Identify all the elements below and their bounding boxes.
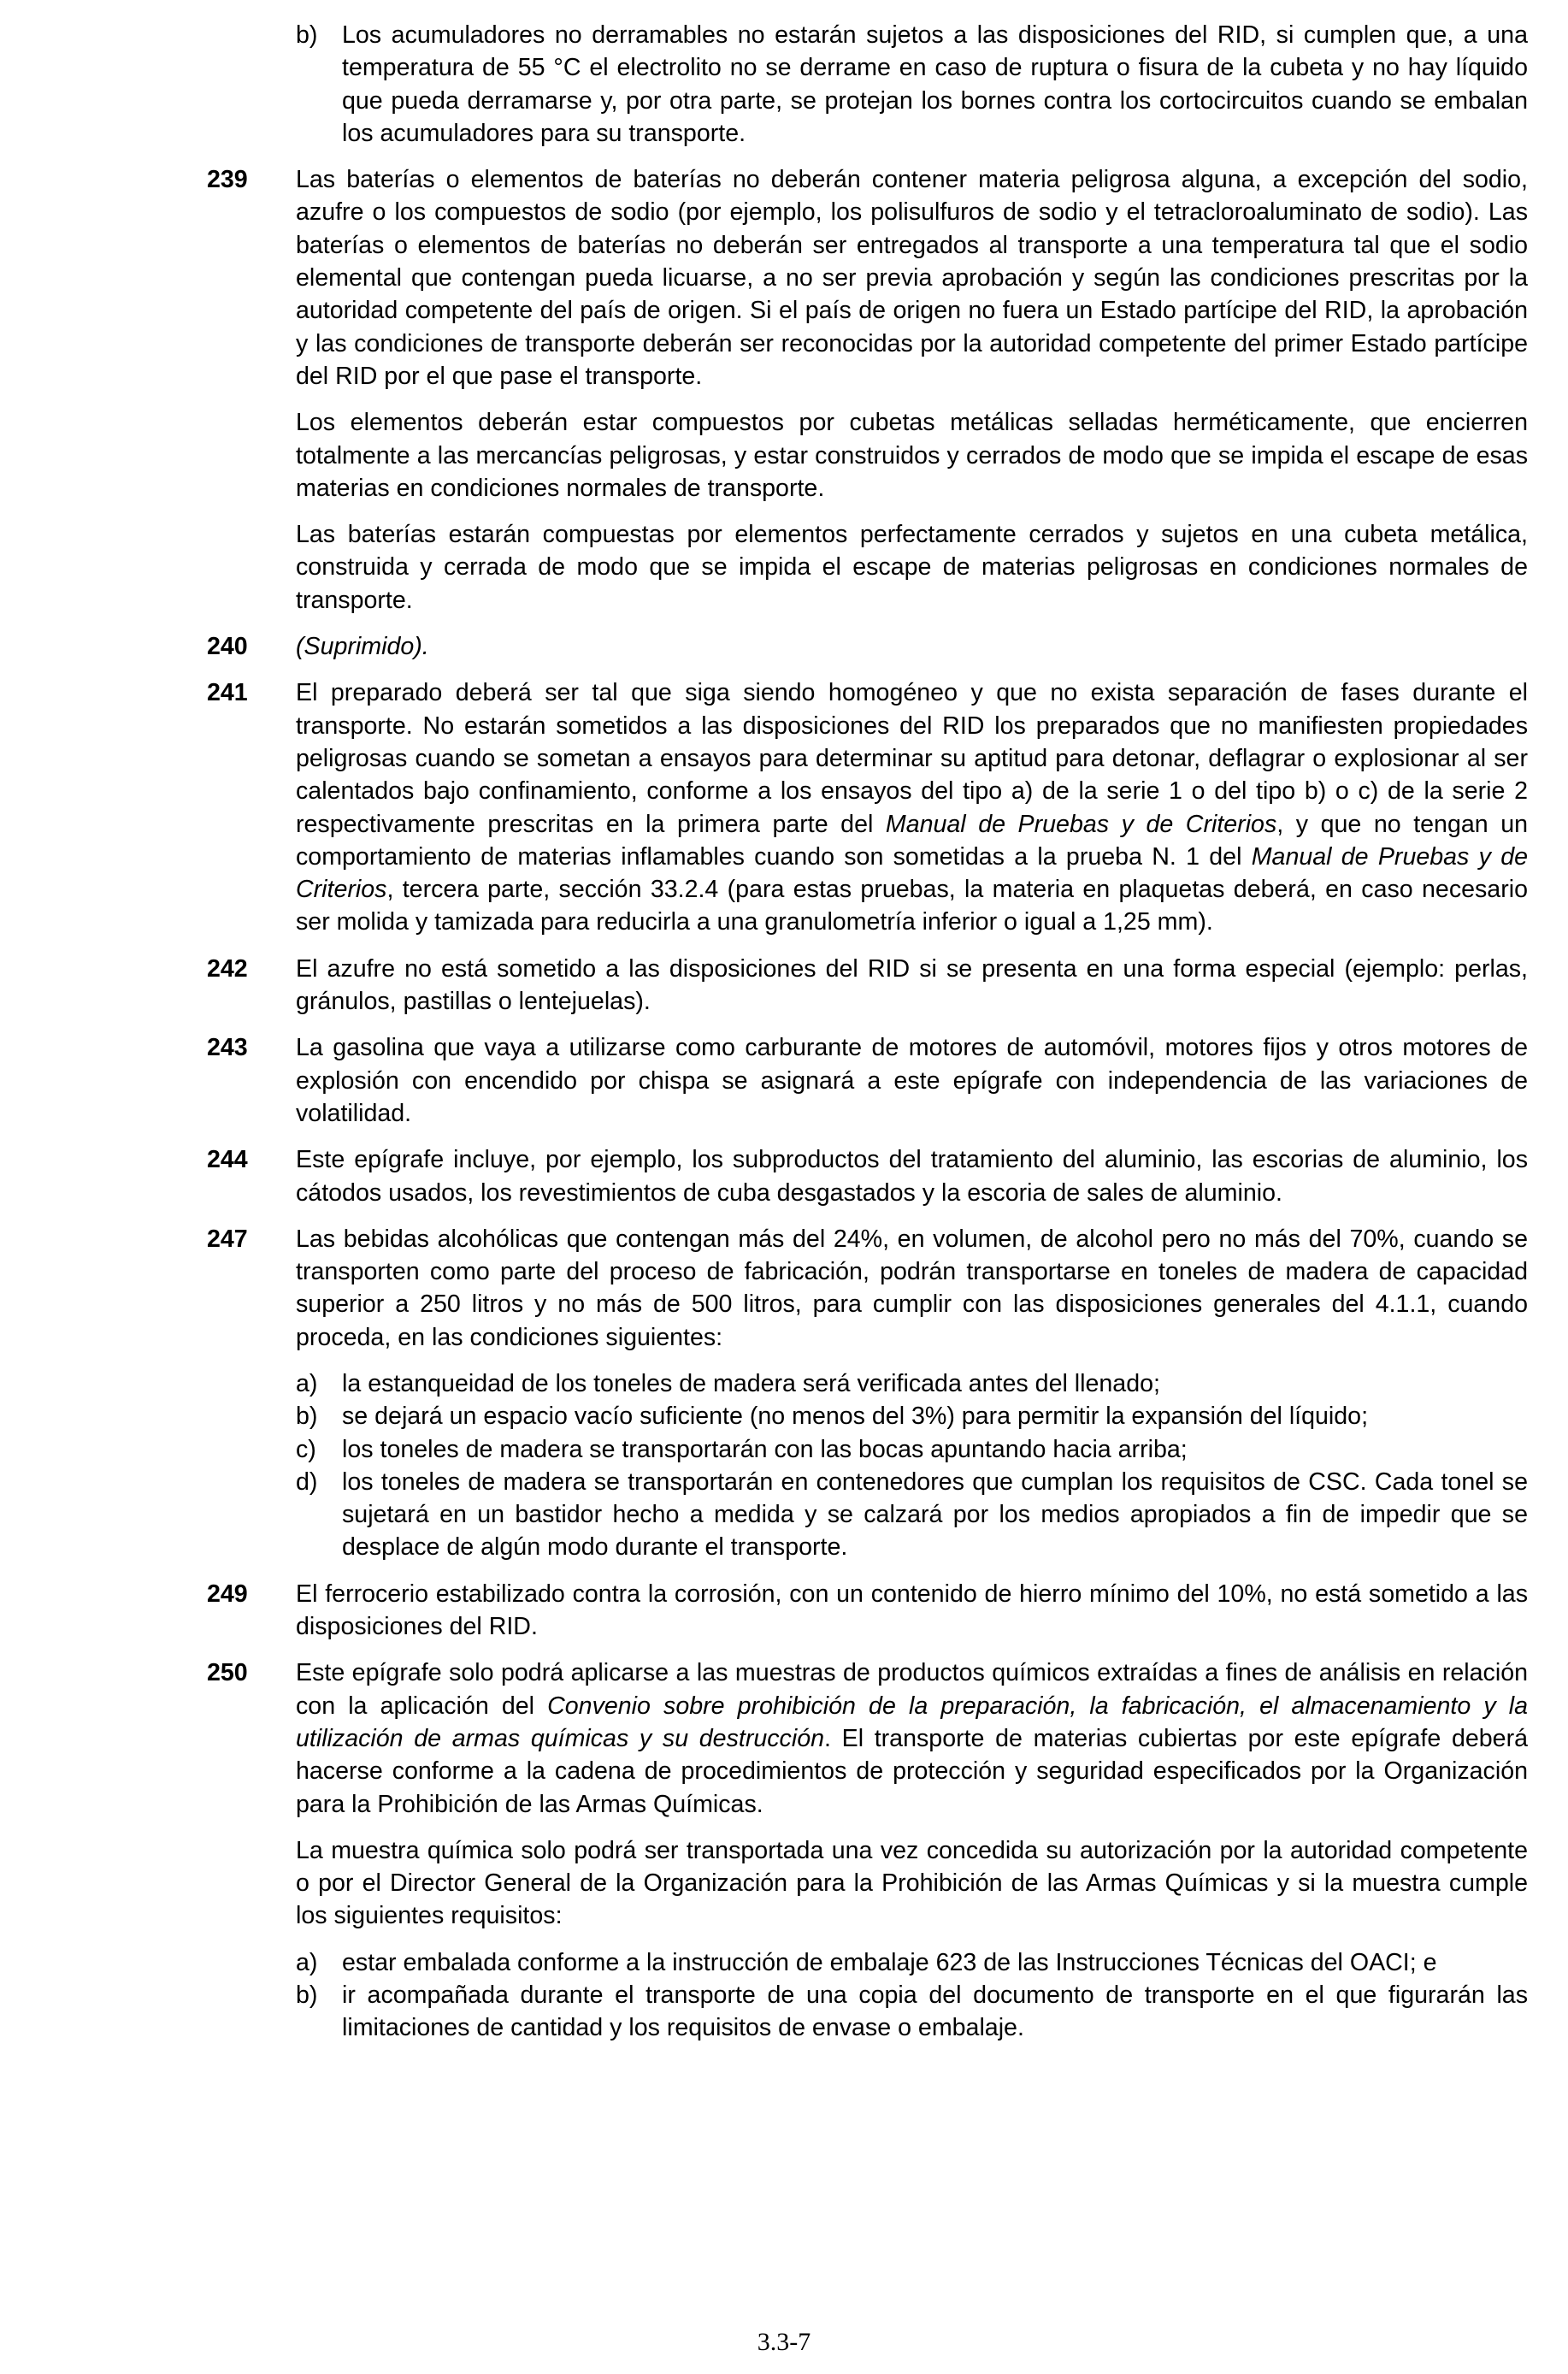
- list-item: [296, 1946, 1528, 1979]
- provision-241: [207, 676, 1528, 938]
- provision-250: [207, 1656, 1528, 2044]
- italic-text: Convenio sobre prohibición de la preparación, la fabricación, el almacenamiento y la utilización de armas químicas y su destrucción: [296, 1692, 1528, 1752]
- provision-239: [207, 163, 1528, 617]
- provision-244: [207, 1143, 1528, 1209]
- list-item: [296, 1433, 1528, 1466]
- list-item: [296, 1367, 1528, 1400]
- text-run: Este epígrafe solo podrá aplicarse a las muestras de productos químicos extraídas a fines de análisis en relación con la aplicación del: [296, 1659, 1528, 1720]
- provision-paragraph: Las baterías o elementos de baterías no deberán contener materia peligrosa alguna, a excepción del sodio, azufre o los compuestos de sodio (por ejemplo, los polisulfuros de sodio y el tetracloroaluminato de sodio). Las baterías o elementos de baterías no deberán ser entregados al transporte a una temperatura tal que el sodio elemental que contengan pueda licuarse, a no ser previa aprobación y según las condiciones prescritas por la autoridad competente del país de origen. Si el país de origen no fuera un Estado partícipe del RID, la aprobación y las condiciones de transporte deberán ser reconocidas por la autoridad competente del primer Estado partícipe del RID por el que pase el transporte.: [296, 166, 1528, 390]
- provision-paragraph: La muestra química solo podrá ser transportada una vez concedida su autorización por la autoridad competente o por el Director General de la Organización para la Prohibición de las Armas Químicas y si la muestra cumple los siguientes requisitos:: [296, 1836, 1528, 1930]
- text-run: . El transporte de materias cubiertas por este epígrafe deberá hacerse conforme a la cadena de procedimientos de protección y seguridad especificados por la Organización para la Prohibición de las Armas Químicas.: [296, 1724, 1528, 1818]
- provision-number: 240: [207, 633, 248, 661]
- list-marker: a): [296, 1369, 318, 1397]
- list-marker: d): [296, 1468, 318, 1496]
- provision-number: 241: [207, 679, 248, 707]
- provision-paragraph: Los elementos deberán estar compuestos por cubetas metálicas selladas herméticamente, que encierren totalmente a las mercancías peligrosas, y estar construidos y cerrados de modo que se impida el escape de esas materias en condiciones normales de transporte.: [296, 409, 1528, 502]
- list-item: [296, 1466, 1528, 1564]
- provision-body: [296, 1143, 1528, 1209]
- conditions-list: [296, 1946, 1528, 2045]
- lead-list-item: [296, 19, 1528, 150]
- provision-number: 243: [207, 1034, 248, 1062]
- provision-number: 242: [207, 954, 248, 983]
- italic-text: (Suprimido).: [296, 633, 429, 661]
- italic-text: Manual de Pruebas y de Criterios: [885, 810, 1277, 838]
- provision-number: 249: [207, 1580, 248, 1608]
- provision-number: 250: [207, 1659, 248, 1687]
- list-marker: b): [296, 1403, 318, 1431]
- text-run: , y que no tengan un comportamiento de materias inflamables cuando son sometidas a la prueba N. 1 del: [296, 810, 1528, 871]
- italic-text: Manual de Pruebas y de Criterios: [296, 842, 1528, 904]
- provision-number: 244: [207, 1146, 248, 1174]
- text-run: , tercera parte, sección 33.2.4 (para estas pruebas, la materia en plaquetas deberá, en caso necesario ser molida y tamizada para reducirla a una granulometría inferior o igual a 1,25 mm).: [296, 876, 1528, 936]
- provision-number: 239: [207, 166, 248, 194]
- provision-body: [296, 630, 1528, 663]
- list-item-text: la estanqueidad de los toneles de madera será verificada antes del llenado;: [342, 1369, 1160, 1397]
- provision-paragraph: Este epígrafe incluye, por ejemplo, los subproductos del tratamiento del aluminio, las escorias de aluminio, los cátodos usados, los revestimientos de cuba desgastados y la escoria de sales de aluminio.: [296, 1146, 1528, 1207]
- list-marker: c): [296, 1435, 316, 1463]
- provision-body: [296, 1031, 1528, 1130]
- provision-paragraph: [296, 630, 1528, 663]
- list-item-text: se dejará un espacio vacío suficiente (no menos del 3%) para permitir la expansión del líquido;: [342, 1403, 1369, 1431]
- provision-247: [207, 1223, 1528, 1564]
- provision-body: [296, 1223, 1528, 1564]
- page-number: 3.3-7: [757, 2328, 811, 2356]
- special-provisions-list: [207, 163, 1528, 2044]
- page-content: [207, 19, 1528, 2058]
- conditions-list: [296, 1367, 1528, 1564]
- list-item: [296, 1979, 1528, 2045]
- provision-249: [207, 1578, 1528, 1644]
- list-marker: a): [296, 1948, 318, 1976]
- list-item-text: ir acompañada durante el transporte de una copia del documento de transporte en el que figurarán las limitaciones de cantidad y los requisitos de envase o embalaje.: [342, 1981, 1528, 2042]
- provision-body: [296, 676, 1528, 938]
- provision-243: [207, 1031, 1528, 1130]
- provision-242: [207, 953, 1528, 1019]
- provision-body: [296, 1656, 1528, 2044]
- text-run: El preparado deberá ser tal que siga siendo homogéneo y que no exista separación de fases durante el transporte. No estarán sometidos a las disposiciones del RID los preparados que no manifiesten propiedades peligrosas cuando se sometan a ensayos para determinar su aptitud para detonar, deflagrar o explosionar al ser calentados bajo confinamiento, conforme a los ensayos del tipo a) de la serie 1 o del tipo b) o c) de la serie 2 respectivamente prescritas en la primera parte del: [296, 679, 1528, 838]
- provision-body: [296, 163, 1528, 617]
- provision-paragraph: El azufre no está sometido a las disposiciones del RID si se presenta en una forma especial (ejemplo: perlas, gránulos, pastillas o lentejuelas).: [296, 954, 1528, 1016]
- provision-body: [296, 953, 1528, 1019]
- list-item-text: estar embalada conforme a la instrucción de embalaje 623 de las Instrucciones Técnicas del OACI; e: [342, 1948, 1437, 1976]
- list-item-text: los toneles de madera se transportarán en contenedores que cumplan los requisitos de CSC. Cada tonel se sujetará en un bastidor hecho a medida y se calzará por los medios apropiados a fin de impedir que se desplace de algún modo durante el transporte.: [342, 1468, 1528, 1562]
- list-item-text: los toneles de madera se transportarán con las bocas apuntando hacia arriba;: [342, 1435, 1188, 1463]
- list-marker: b): [296, 1981, 318, 2010]
- provision-240: [207, 630, 1528, 663]
- provision-paragraph: El ferrocerio estabilizado contra la corrosión, con un contenido de hierro mínimo del 10%, no está sometido a las disposiciones del RID.: [296, 1580, 1528, 1641]
- provision-paragraph: [296, 1656, 1528, 1820]
- provision-number: 247: [207, 1225, 248, 1253]
- list-marker: b): [296, 21, 318, 49]
- provision-paragraph: Las bebidas alcohólicas que contengan más del 24%, en volumen, de alcohol pero no más del 70%, cuando se transporten como parte del proceso de fabricación, podrán transportarse en toneles de madera de capacidad superior a 250 litros y no más de 500 litros, para cumplir con las disposiciones generales del 4.1.1, cuando proceda, en las condiciones siguientes:: [296, 1225, 1528, 1351]
- list-item-text: Los acumuladores no derramables no estarán sujetos a las disposiciones del RID, si cumplen que, a una temperatura de 55 °C el electrolito no se derrame en caso de ruptura o fisura de la cubeta y no hay líquido que pueda derramarse y, por otra parte, se protejan los bornes contra los cortocircuitos cuando se embalan los acumuladores para su transporte.: [342, 21, 1528, 147]
- list-item: [296, 1400, 1528, 1432]
- provision-paragraph: [296, 676, 1528, 938]
- provision-paragraph: La gasolina que vaya a utilizarse como carburante de motores de automóvil, motores fijos y otros motores de explosión con encendido por chispa se asignará a este epígrafe con independencia de las variaciones de volatilidad.: [296, 1034, 1528, 1127]
- provision-paragraph: Las baterías estarán compuestas por elementos perfectamente cerrados y sujetos en una cubeta metálica, construida y cerrada de modo que se impida el escape de materias peligrosas en condiciones normales de transporte.: [296, 521, 1528, 614]
- provision-body: [296, 1578, 1528, 1644]
